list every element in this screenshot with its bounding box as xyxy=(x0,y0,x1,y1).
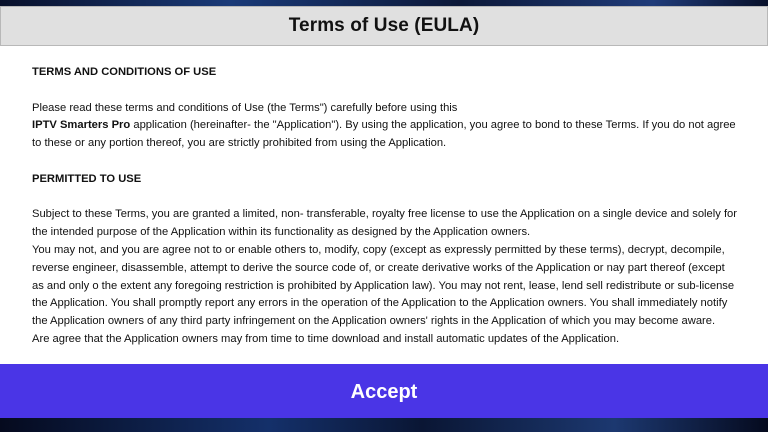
eula-dialog xyxy=(0,6,768,364)
terms-scroll-area[interactable] xyxy=(32,64,738,364)
dialog-title: Terms of Use (EULA) xyxy=(288,15,480,36)
permitted-heading: PERMITTED TO USE xyxy=(32,172,142,185)
accept-button[interactable]: Accept xyxy=(0,364,768,420)
license-paragraph: Subject to these Terms, you are granted a limited, non- transferable, royalty free license to use the Application on a single device and solely for the intended purpose of the Application within its functionality as designed by the Application owners. xyxy=(32,208,738,239)
terms-intro-line1: Please read these terms and conditions of Use (the Terms") carefully before using this xyxy=(32,101,458,114)
restrictions-paragraph: You may not, and you are agree not to or enable others to, modify, copy (except as expressly permitted by these terms), decrypt, decompile, reverse engineer, disassemble, attempt to derive the source code of, or create derivative works of the Application or nay part thereof (except as and only o the extent any foregoing restriction is prohibited by Application law). You may not rent, lease, lend sell redistribute or sub-license the Application. You shall promptly report any errors in the operation of the Application to the Application owners. You shall immediately notify the Application owners of any third party infringement on the Application owners' rights in the Application of which you may become aware. xyxy=(32,243,735,328)
app-name: IPTV Smarters Pro xyxy=(32,119,131,132)
updates-paragraph: Are agree that the Application owners may from time to time download and install automatic updates of the Application. xyxy=(32,332,620,345)
terms-heading: TERMS AND CONDITIONS OF USE xyxy=(32,66,217,78)
dialog-title-bar xyxy=(0,6,768,46)
terms-intro-paragraph xyxy=(32,100,738,153)
terms-intro-line2: application (hereinafter- the "Application"). By using the application, you agree to bond to these Terms. If you do not agree to these or any portion thereof, you are strictly prohibited from using the Application. xyxy=(32,119,736,150)
background-bottom-strip xyxy=(0,418,768,432)
